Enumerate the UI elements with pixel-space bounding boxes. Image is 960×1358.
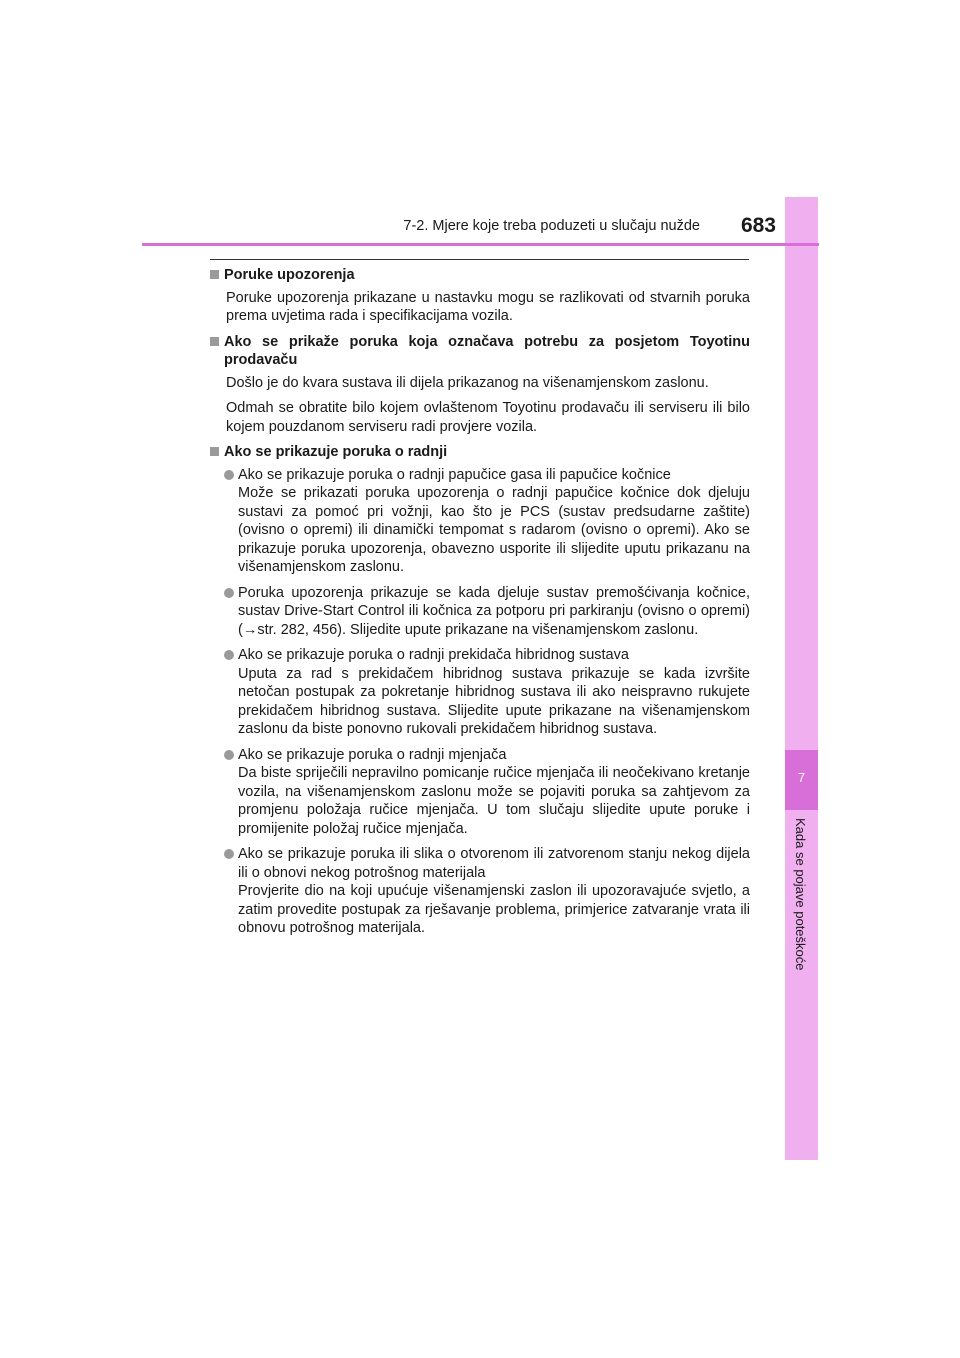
paragraph: Došlo je do kvara sustava ili dijela prikazanog na višenamjenskom zaslonu.	[226, 374, 709, 391]
list-item	[210, 466, 750, 577]
square-bullet-icon	[210, 270, 219, 279]
list-item-title: Ako se prikazuje poruka o radnji mjenjača	[238, 746, 507, 763]
section-heading: Poruke upozorenja	[210, 266, 750, 285]
paragraph: Odmah se obratite bilo kojem ovlaštenom Toyotinu prodavaču ili serviseru ili bilo kojem pouzdanom serviseru radi provjere vozila.	[226, 400, 750, 435]
section-heading: Ako se prikaže poruka koja označava potrebu za posjetom Toyotinu prodavaču	[210, 333, 750, 370]
list-item-title: Ako se prikazuje poruka o radnji papučice gasa ili papučice kočnice	[238, 466, 671, 483]
list-item-text: Može se prikazati poruka upozorenja o radnji papučice kočnice dok djeluju sustavi za pomoć pri vožnji, kao što je PCS (sustav predsudarne zaštite) (ovisno o opremi) ili dinamički tempomat s radarom (ovisno o opremi). Ako se prikazuje poruka upozorenja, obavezno usporite ili slijedite uputu prikazanu na višenamjenskom zaslonu.	[238, 485, 750, 575]
circle-bullet-icon	[224, 750, 234, 760]
square-bullet-icon	[210, 337, 219, 346]
circle-bullet-icon	[224, 470, 234, 480]
chapter-side-tab	[785, 197, 818, 1160]
list-item	[210, 746, 750, 839]
list-item-text: Uputa za rad s prekidačem hibridnog sustava prikazuje se kada izvršite netočan postupak za pokretanje hibridnog sustava ili ako neispravno rukujete prekidačem hibridnog sustava. Slijedite upute prikazane na višenamjenskom zaslonu da biste ponovno rukovali prekidačem hibridnog sustava.	[238, 665, 750, 737]
square-bullet-icon	[210, 447, 219, 456]
list-item	[210, 584, 750, 640]
page-content	[210, 266, 750, 945]
chapter-title: Kada se pojave poteškoće	[793, 818, 808, 971]
list-item-text: Provjerite dio na koji upućuje višenamjenski zaslon ili upozoravajuće svjetlo, a zatim provedite postupak za rješavanje problema, primjerice zatvaranje vrata ili obnovu potrošnog materijala.	[238, 883, 750, 936]
circle-bullet-icon	[224, 849, 234, 859]
paragraph: Poruke upozorenja prikazane u nastavku mogu se razlikovati od stvarnih poruka prema uvjetima rada i specifikacijama vozila.	[226, 289, 750, 324]
chapter-number: 7	[797, 770, 806, 785]
section-heading: Ako se prikazuje poruka o radnji	[210, 443, 750, 462]
list-item	[210, 646, 750, 739]
list-item-title: Ako se prikazuje poruka o radnji prekidača hibridnog sustava	[238, 647, 629, 663]
circle-bullet-icon	[224, 650, 234, 660]
list-item	[210, 845, 750, 938]
list-item-title: Ako se prikazuje poruka ili slika o otvorenom ili zatvorenom stanju nekog dijela ili o obnovi nekog potrošnog materijala	[238, 846, 750, 881]
list-item-text: Da biste spriječili nepravilno pomicanje ručice mjenjača ili neočekivano kretanje vozila, na višenamjenskom zaslonu može se pojaviti poruka sa zahtjevom za promjenu položaja ručice mjenjača. U tom slučaju slijedite upute poruke i promijenite položaj ručice mjenjača.	[238, 765, 750, 837]
header-rule	[142, 243, 819, 246]
list-item-text: Poruka upozorenja prikazuje se kada djeluje sustav premošćivanja kočnice, sustav Drive-Start Control ili kočnica za potporu pri parkiranju (ovisno o opremi) (→str. 282, 456). Slijedite upute prikazane na višenamjenskom zaslonu.	[238, 584, 750, 638]
section-header-title: 7-2. Mjere koje treba poduzeti u slučaju nužde	[403, 218, 700, 234]
content-top-rule	[210, 259, 749, 260]
circle-bullet-icon	[224, 588, 234, 598]
page-number: 683	[740, 214, 776, 237]
